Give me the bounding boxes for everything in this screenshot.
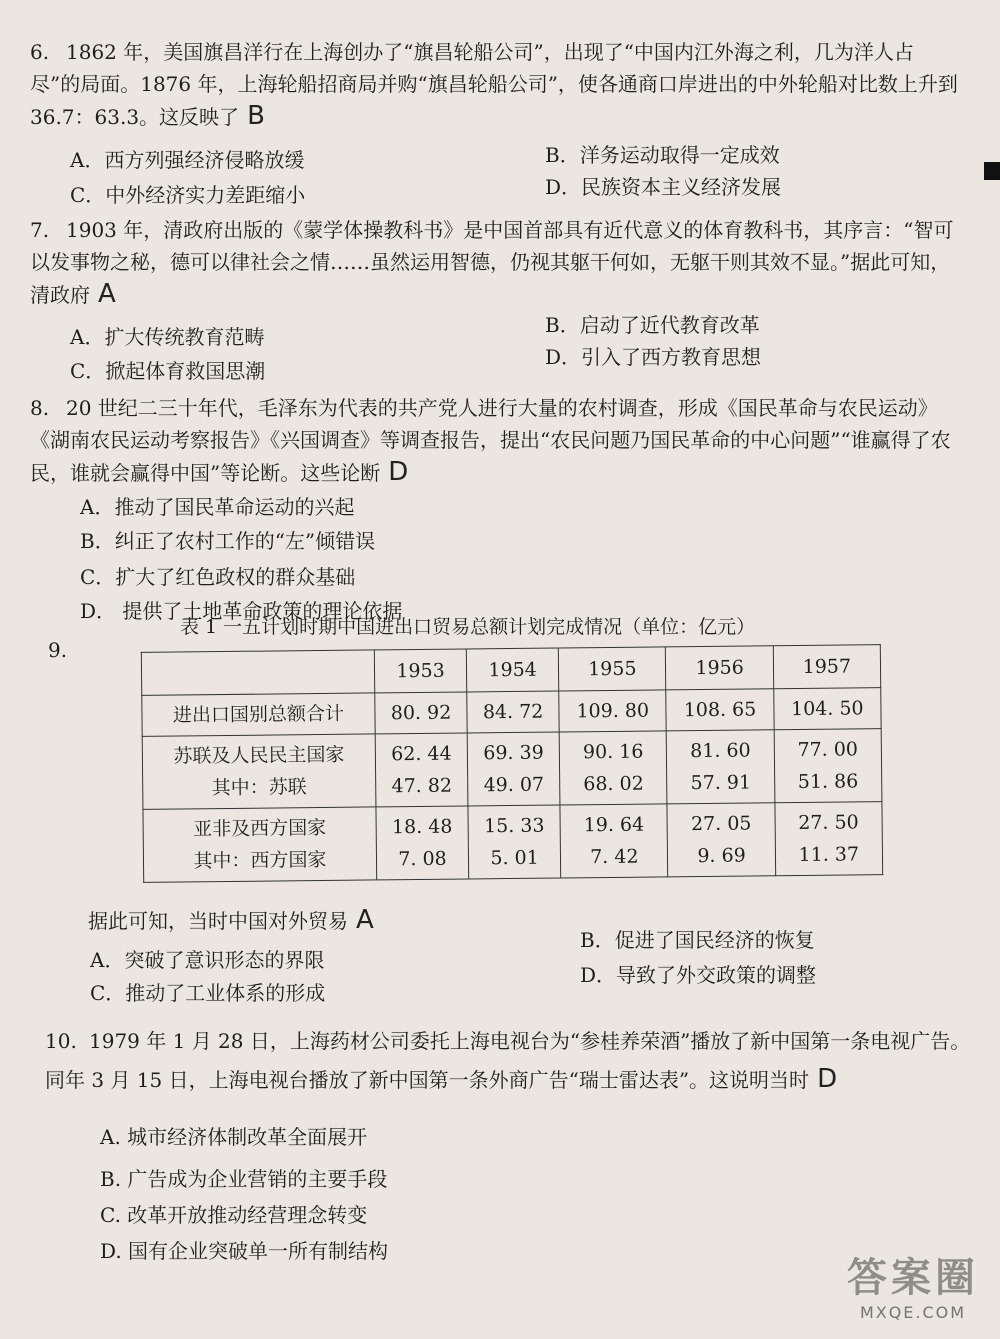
site-logo: [838, 1246, 988, 1331]
option-c: C．中外经济实力差距缩小: [70, 183, 306, 207]
table-cell-group: [775, 802, 883, 876]
option-b: B．洋务运动取得一定成效: [545, 143, 780, 167]
table-cell-group: [376, 806, 469, 880]
question-10: [45, 1022, 975, 1099]
logo-text: 答案圈: [847, 1255, 979, 1301]
table-cell-group: [375, 733, 468, 807]
row-label-group: [142, 734, 376, 809]
table-cell: 51. 86: [797, 770, 859, 794]
table-cell-group: [667, 730, 775, 804]
table-cell: 109. 80: [559, 690, 667, 732]
table-cell: 19. 64: [583, 813, 645, 837]
question-8: [30, 392, 960, 489]
question-stem: 1979 年 1 月 28 日，上海药材公司委托上海电视台为“参桂养荣酒”播放了新中国第一条电视广告。同年 3 月 15 日，上海电视台播放了新中国第一条外商广告“瑞士雷达表”。这说明当时: [45, 1029, 971, 1092]
option-d: D．民族资本主义经济发展: [545, 175, 782, 199]
table-cell: 49. 07: [483, 773, 545, 797]
table-cell: 11. 37: [798, 843, 860, 867]
option-d: D. 国有企业突破单一所有制结构: [100, 1239, 389, 1263]
option-a: A．扩大传统教育范畴: [70, 325, 265, 349]
table-cell-group: [467, 732, 560, 806]
option-b: B．促进了国民经济的恢复: [580, 928, 815, 952]
table-cell-group: [560, 804, 668, 878]
table-cell-group: [468, 805, 561, 879]
option-b: B．纠正了农村工作的“左”倾错误: [80, 529, 376, 553]
question-7: [30, 214, 960, 311]
table-cell: 84. 72: [467, 691, 560, 733]
table-cell: 68. 02: [583, 772, 644, 796]
table-cell: 80. 92: [375, 692, 468, 734]
handwritten-answer: A: [356, 905, 374, 935]
table-corner-cell: [141, 650, 374, 695]
table-cell: 18. 48: [391, 815, 453, 839]
row-label-group: [143, 807, 377, 882]
option-c: C．掀起体育救国思潮: [70, 359, 266, 383]
table-cell: 7. 42: [590, 845, 639, 869]
handwritten-answer: D: [817, 1064, 838, 1094]
question-number: 6.: [30, 40, 50, 64]
handwritten-answer: D: [388, 457, 409, 487]
table-cell: 104. 50: [773, 688, 881, 730]
option-a: A．西方列强经济侵略放缓: [70, 148, 305, 172]
year-header: 1957: [773, 645, 881, 689]
row-label: 其中：西方国家: [193, 848, 327, 873]
row-label: 苏联及人民民主国家: [173, 743, 345, 768]
question-number: 7.: [30, 218, 50, 242]
table-cell: 47. 82: [391, 774, 453, 798]
question-stem: 20 世纪二三十年代，毛泽东为代表的共产党人进行大量的农村调查，形成《国民革命与农民运动》《湖南农民运动考察报告》《兴国调查》等调查报告，提出“农民问题乃国民革命的中心问题”“谁赢得了农民，谁就会赢得中国”等论断。这些论断: [30, 396, 951, 485]
option-c: C．扩大了红色政权的群众基础: [80, 565, 356, 589]
option-a: A. 城市经济体制改革全面展开: [100, 1125, 368, 1149]
table-cell: 9. 69: [697, 844, 746, 868]
option-c: C. 改革开放推动经营理念转变: [100, 1203, 368, 1227]
table-cell: 27. 05: [690, 812, 752, 836]
question-number: 10.: [45, 1029, 77, 1053]
year-header: 1953: [374, 649, 467, 693]
question-stem: 1862 年，美国旗昌洋行在上海创办了“旗昌轮船公司”，出现了“中国内江外海之利，几为洋人占尽”的局面。1876 年，上海轮船招商局并购“旗昌轮船公司”，使各通商口岸进出的中外轮船对比数上升到 36.7：63.3。这反映了: [30, 40, 958, 129]
table-cell: 81. 60: [690, 739, 751, 763]
table-cell: 69. 39: [483, 741, 544, 765]
option-a: A．推动了国民革命运动的兴起: [80, 495, 355, 519]
option-a: A．突破了意识形态的界限: [90, 948, 325, 972]
year-header: 1955: [558, 647, 666, 691]
table-cell: 15. 33: [483, 814, 545, 838]
year-header: 1954: [466, 648, 559, 692]
table-row: [142, 729, 882, 810]
table-cell-group: [559, 731, 667, 805]
question-stem: 1903 年，清政府出版的《蒙学体操教科书》是中国首部具有近代意义的体育教科书，其序言：“智可以发事物之秘，德可以律社会之情……虽然运用智德，仍视其躯干何如，无躯干则其效不显。”据此可知，清政府: [30, 218, 954, 307]
trade-table: [141, 644, 883, 883]
option-d: D．导致了外交政策的调整: [580, 963, 817, 987]
logo-url: MXQE.COM: [859, 1303, 967, 1322]
row-label: 进出口国别总额合计: [142, 693, 375, 736]
question-number: 9.: [48, 638, 68, 662]
option-d: D． 提供了土地革命政策的理论依据: [80, 599, 403, 623]
table-cell: 108. 65: [666, 689, 774, 731]
option-c: C．推动了工业体系的形成: [90, 981, 326, 1005]
page-edge-mark: [984, 162, 1000, 180]
table-caption: 表 1 一五计划时期中国进出口贸易总额计划完成情况（单位：亿元）: [180, 616, 756, 638]
table-row: [143, 802, 883, 883]
option-b: B．启动了近代教育改革: [545, 313, 760, 337]
row-label: 其中：苏联: [211, 776, 307, 800]
table-cell-group: [774, 729, 882, 803]
table-cell-group: [667, 803, 775, 877]
table-cell: 62. 44: [391, 742, 452, 766]
table-cell: 57. 91: [690, 771, 752, 795]
handwritten-answer: B: [247, 101, 265, 131]
row-label: 亚非及西方国家: [193, 816, 327, 841]
option-b: B. 广告成为企业营销的主要手段: [100, 1167, 388, 1191]
table-cell: 27. 50: [798, 811, 859, 835]
question-number: 8.: [30, 396, 50, 420]
question-stem: 据此可知，当时中国对外贸易: [88, 909, 348, 933]
table-cell: 5. 01: [490, 846, 539, 870]
table-cell: 77. 00: [797, 738, 859, 762]
option-d: D．引入了西方教育思想: [545, 345, 762, 369]
table-cell: 7. 08: [398, 847, 447, 871]
year-header: 1956: [666, 646, 774, 690]
handwritten-answer: A: [98, 279, 116, 309]
question-6: [30, 36, 960, 133]
table-header-row: [141, 645, 880, 696]
table-cell: 90. 16: [582, 740, 644, 764]
